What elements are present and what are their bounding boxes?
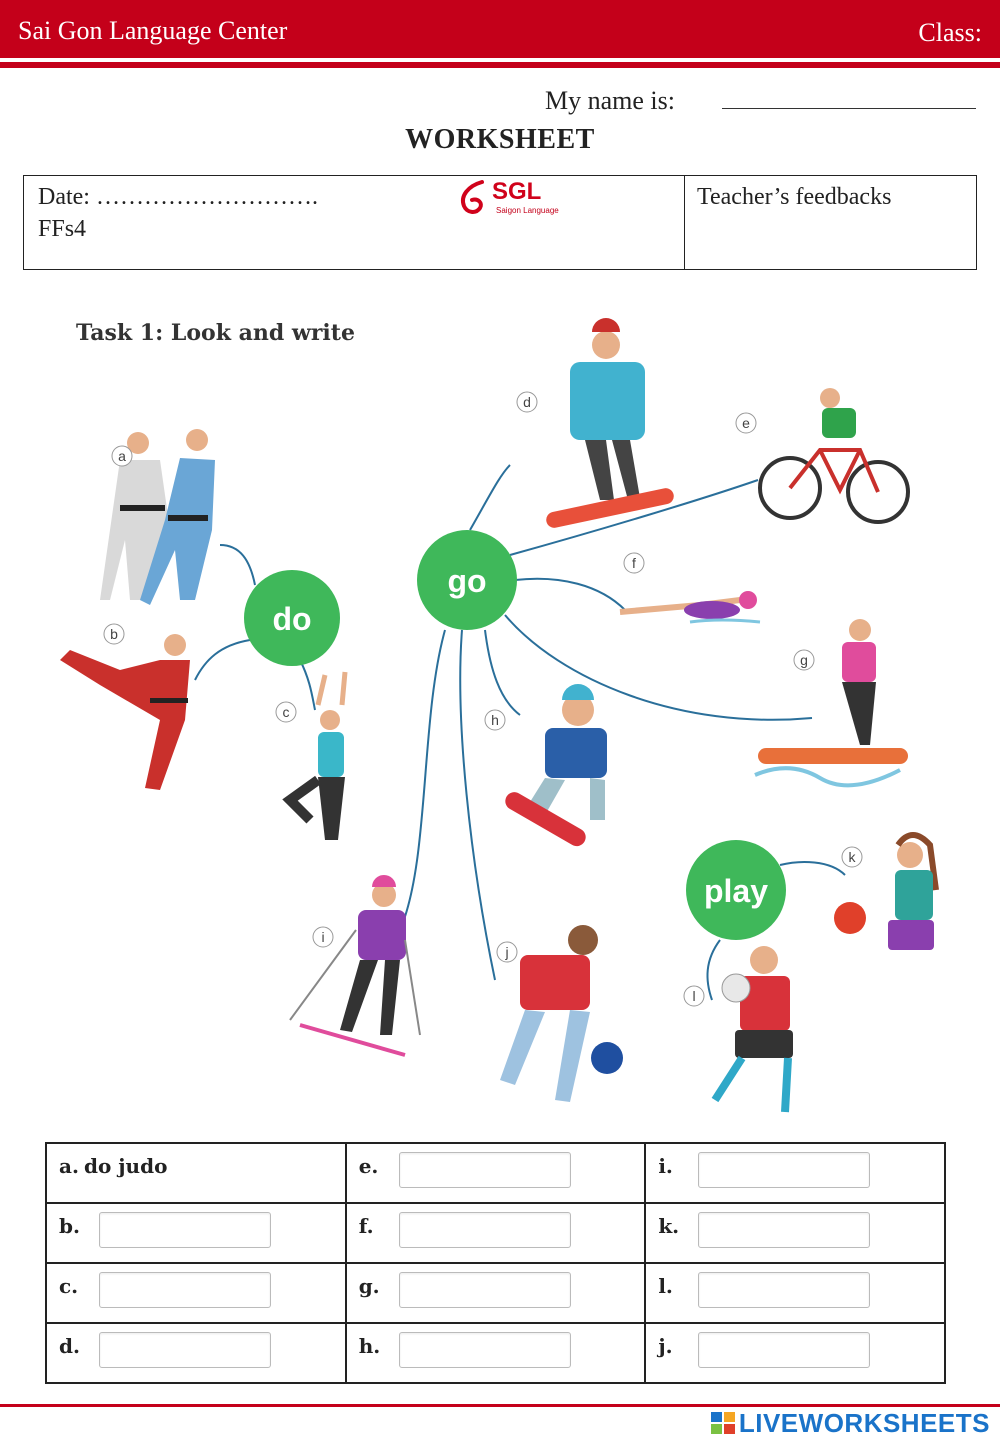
letter-badge-c — [276, 702, 296, 722]
svg-text:do: do — [272, 601, 312, 637]
header-rule — [0, 62, 1000, 68]
answer-input-f[interactable] — [399, 1212, 571, 1248]
answer-cell-b — [46, 1203, 346, 1263]
svg-text:e: e — [742, 415, 750, 431]
answer-cell-i — [645, 1143, 945, 1203]
hub-go — [417, 530, 517, 630]
surfing-illustration — [755, 619, 908, 785]
worksheet-code: FFs4 — [38, 216, 87, 242]
answer-cell-c — [46, 1263, 346, 1323]
sgl-logo — [456, 178, 566, 218]
answer-cell-h — [346, 1323, 646, 1383]
svg-text:c: c — [282, 704, 290, 720]
table-row — [46, 1143, 945, 1203]
letter-badge-i — [313, 927, 333, 947]
letter-badge-l — [684, 986, 704, 1006]
header-bar — [0, 0, 1000, 58]
answer-cell-a — [46, 1143, 346, 1203]
svg-text:f: f — [632, 555, 636, 571]
answer-label: j. — [658, 1334, 673, 1358]
info-box — [23, 175, 977, 270]
svg-text:a: a — [118, 448, 126, 464]
snowboarding-illustration — [545, 318, 675, 529]
liveworksheets-logo — [711, 1408, 990, 1438]
answer-cell-g — [346, 1263, 646, 1323]
svg-text:k: k — [848, 849, 856, 865]
letter-badge-e — [736, 413, 756, 433]
answer-cell-k — [645, 1203, 945, 1263]
name-line — [722, 108, 976, 109]
svg-text:g: g — [800, 652, 808, 668]
feedback-label: Teacher’s feedbacks — [697, 184, 892, 210]
name-label: My name is: — [545, 86, 675, 115]
table-row — [46, 1203, 945, 1263]
liveworksheets-mark-icon — [711, 1412, 735, 1434]
worksheet-title: WORKSHEET — [405, 124, 595, 155]
answer-label: l. — [658, 1274, 673, 1298]
answer-input-i[interactable] — [698, 1152, 870, 1188]
answer-label: a. — [59, 1154, 79, 1178]
liveworksheets-wordmark: LIVEWORKSHEETS — [738, 1407, 990, 1438]
letter-badge-k — [842, 847, 862, 867]
sgl-logo-mark-icon — [456, 178, 492, 218]
letter-badge-j — [497, 942, 517, 962]
bowling-illustration — [500, 925, 623, 1102]
task-title: Task 1: Look and write — [76, 320, 355, 346]
answer-cell-l — [645, 1263, 945, 1323]
answer-input-g[interactable] — [399, 1272, 571, 1308]
answer-example: do judo — [84, 1154, 168, 1178]
letter-badge-b — [104, 624, 124, 644]
date-label: Date: ………………………. — [38, 184, 318, 210]
answer-label: c. — [59, 1274, 79, 1298]
letter-badge-f — [624, 553, 644, 573]
svg-text:d: d — [523, 394, 531, 410]
answer-label: f. — [358, 1214, 374, 1238]
hub-play — [686, 840, 786, 940]
logo-text: SGL — [492, 178, 542, 205]
table-row — [46, 1263, 945, 1323]
karate-illustration — [60, 634, 190, 790]
svg-text:j: j — [505, 944, 509, 960]
svg-text:l: l — [692, 988, 696, 1004]
svg-text:b: b — [110, 626, 118, 642]
yoga-illustration — [290, 672, 345, 840]
answer-input-k[interactable] — [698, 1212, 870, 1248]
answer-cell-f — [346, 1203, 646, 1263]
svg-text:h: h — [491, 712, 499, 728]
answer-input-e[interactable] — [399, 1152, 571, 1188]
volleyball-illustration — [715, 946, 793, 1112]
svg-text:i: i — [321, 929, 325, 945]
hub-do — [244, 570, 340, 666]
answer-label: h. — [358, 1334, 381, 1358]
answer-cell-e — [346, 1143, 646, 1203]
class-label: Class: — [918, 18, 982, 47]
answer-label: k. — [658, 1214, 680, 1238]
organization-name: Sai Gon Language Center — [18, 16, 288, 45]
answer-input-j[interactable] — [698, 1332, 870, 1368]
letter-badge-g — [794, 650, 814, 670]
letter-badge-h — [485, 710, 505, 730]
cycling-illustration — [760, 388, 908, 522]
answer-input-d[interactable] — [99, 1332, 271, 1368]
answer-cell-j — [645, 1323, 945, 1383]
svg-text:go: go — [447, 563, 487, 599]
swimming-illustration — [620, 591, 760, 622]
answer-label: e. — [358, 1154, 379, 1178]
info-box-divider — [684, 176, 685, 269]
answer-cell-d — [46, 1323, 346, 1383]
answer-label: i. — [658, 1154, 673, 1178]
answer-input-l[interactable] — [698, 1272, 870, 1308]
svg-text:play: play — [703, 873, 769, 909]
answer-table — [45, 1142, 946, 1384]
answer-label: b. — [59, 1214, 80, 1238]
table-row — [46, 1323, 945, 1383]
sports-mind-map — [0, 300, 1000, 1140]
answer-input-h[interactable] — [399, 1332, 571, 1368]
letter-badge-a — [112, 446, 132, 466]
answer-label: d. — [59, 1334, 80, 1358]
answer-input-c[interactable] — [99, 1272, 271, 1308]
answer-label: g. — [358, 1274, 380, 1298]
answer-input-b[interactable] — [99, 1212, 271, 1248]
skiing-illustration — [290, 875, 420, 1055]
skateboarding-illustration — [502, 684, 607, 849]
letter-badge-d — [517, 392, 537, 412]
logo-subtext: Saigon Language — [496, 206, 559, 215]
